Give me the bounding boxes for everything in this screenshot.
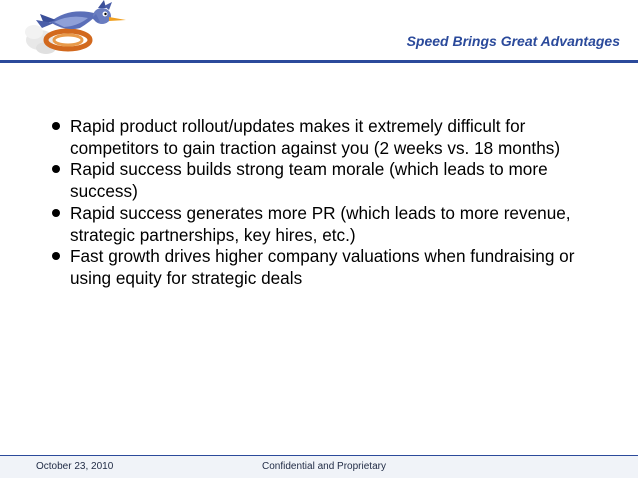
slide-title: Speed Brings Great Advantages [406,33,620,49]
bullet-dot-icon [52,209,60,217]
bullet-text: Fast growth drives higher company valuations when fundraising or using equity for strategic deals [70,246,575,288]
bullet-text: Rapid success builds strong team morale (which leads to more success) [70,159,548,202]
slide-header [0,0,638,62]
bullet-dot-icon [52,165,60,173]
bullet-item [52,246,612,289]
footer-confidential-label: Confidential and Proprietary [262,461,386,472]
bullet-item [52,159,612,202]
bullet-item [52,203,612,246]
header-divider [0,60,638,63]
roadrunner-logo-icon [20,0,130,62]
bullet-text: Rapid product rollout/updates makes it extremely difficult for competitors to gain traction against you (2 weeks vs. 18 months) [70,116,561,158]
bullet-item [52,116,612,159]
footer-date: October 23, 2010 [36,461,114,472]
bullet-text: Rapid success generates more PR (which leads to more revenue, strategic partnerships, key hires, etc.) [70,202,571,245]
bullet-dot-icon [52,122,60,130]
bullet-list [52,116,612,290]
slide-footer [0,456,638,478]
bullet-dot-icon [52,252,60,260]
